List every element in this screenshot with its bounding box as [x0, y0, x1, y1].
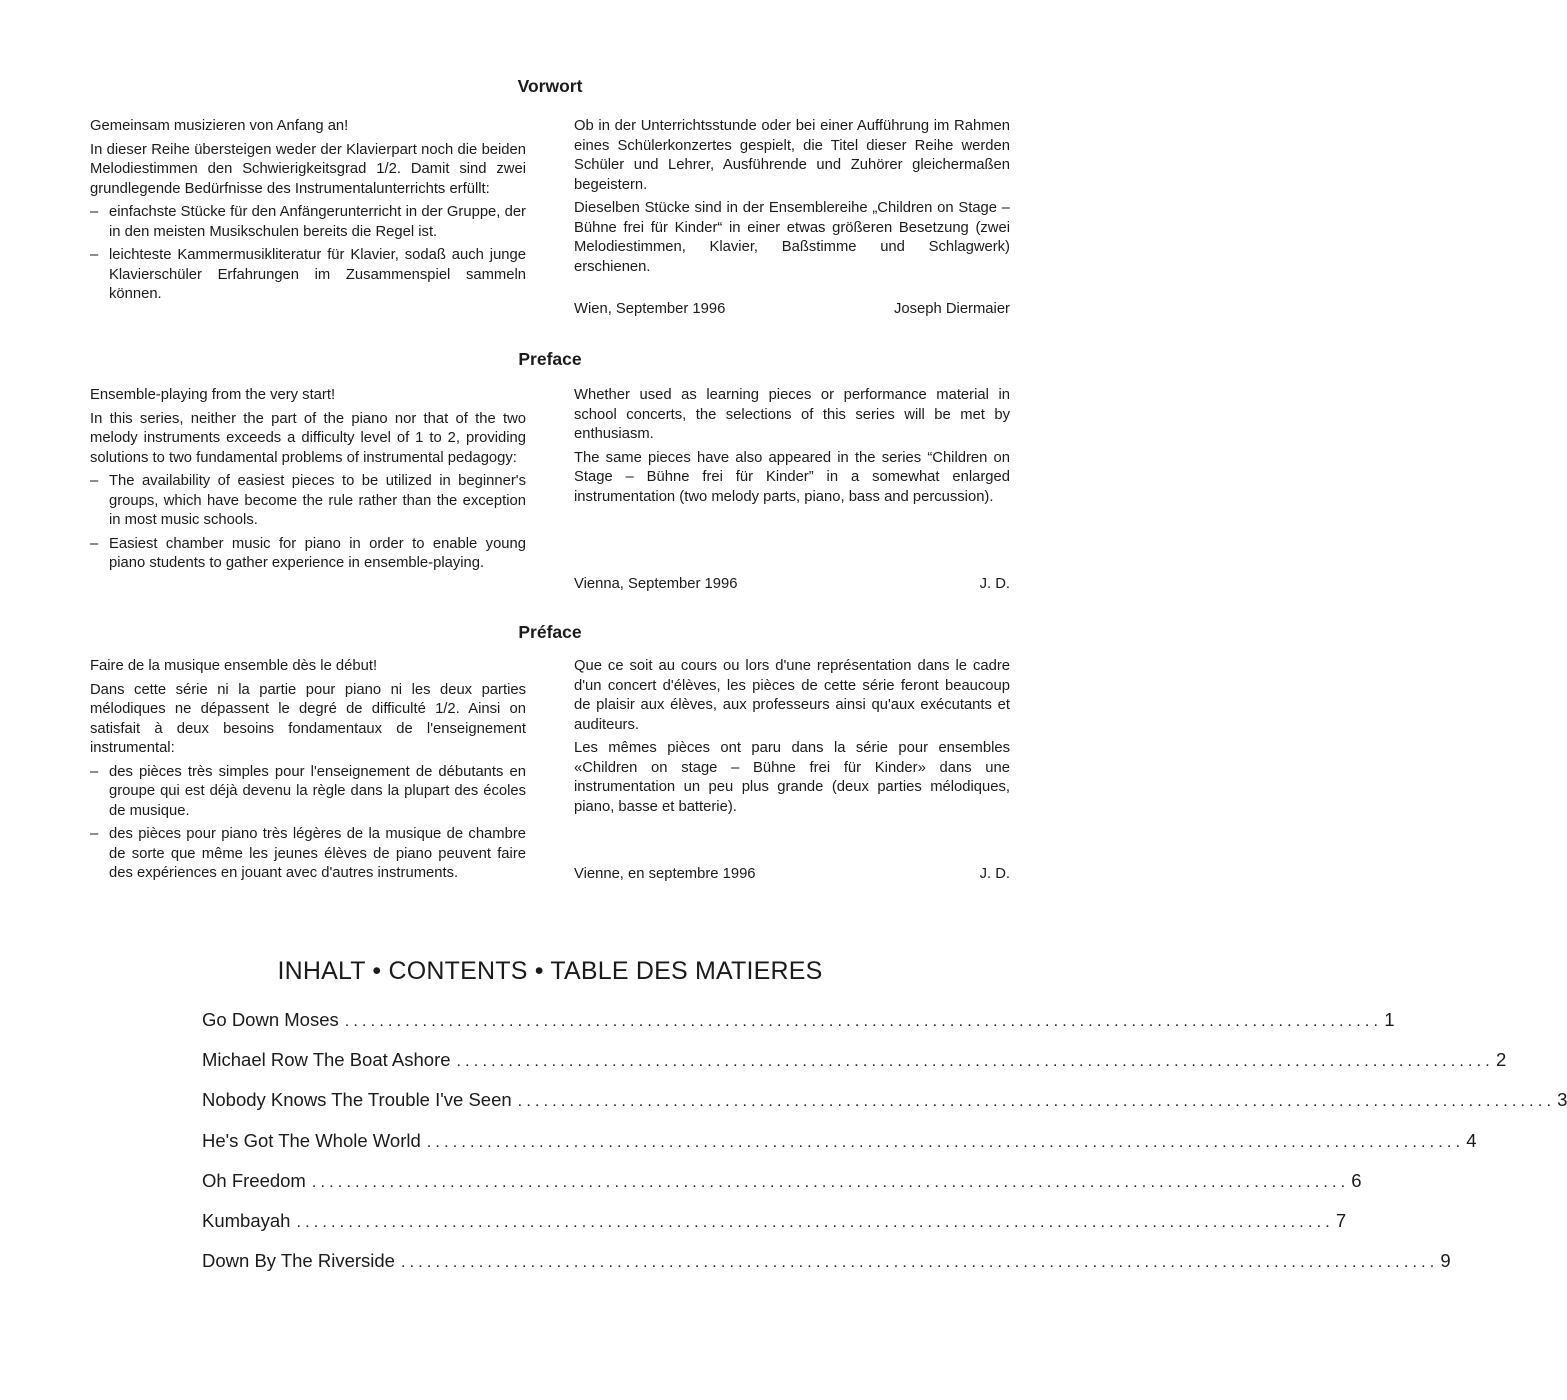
- preface-bullet-list: [90, 472, 526, 574]
- preface-fr-author: J. D.: [979, 866, 1010, 882]
- vorwort-paragraph: Ob in der Unterrichtsstunde oder bei einer Aufführung im Rahmen eines Schülerkonzertes gespielt, die Titel dieser Reihe werden Schüler und Lehrer, Ausführende und Zuhörer gleichermaßen begeistern.: [574, 118, 1010, 193]
- preface-fr-bullet-list: [90, 763, 526, 884]
- dash-bullet-icon: –: [90, 473, 99, 489]
- preface-title: Preface: [518, 349, 582, 369]
- contents-entry-page: 3: [1557, 1089, 1567, 1111]
- dot-leader: ........................................................................................................................: [311, 1173, 1350, 1191]
- preface-fr-bullet-text: des pièces très simples pour l'enseignement de débutants en groupe qui est déjà devenu la règle dans la plupart des écoles de musique.: [109, 763, 526, 819]
- preface-fr-lead: Faire de la musique ensemble dès le début!: [90, 658, 378, 674]
- preface-bullet-text: Easiest chamber music for piano in order to enable young piano students to gather experience in ensemble-playing.: [109, 535, 526, 571]
- preface-fr-right-column: [574, 657, 1010, 821]
- vorwort-bullet-list: [90, 203, 526, 305]
- contents-entry: [202, 1127, 1477, 1167]
- preface-fr-title: Préface: [518, 622, 582, 642]
- vorwort-left-column: [90, 117, 526, 309]
- vorwort-title: Vorwort: [517, 76, 583, 96]
- preface-bullet-text: The availability of easiest pieces to be utilized in beginner's groups, which have become the rule rather than the exception in most music schools.: [109, 473, 526, 528]
- contents-heading: INHALT • CONTENTS • TABLE DES MATIERES: [277, 957, 823, 985]
- dash-bullet-icon: –: [90, 826, 99, 842]
- contents-entry-page: 9: [1440, 1250, 1451, 1272]
- dot-leader: ........................................................................................................................: [517, 1093, 1556, 1111]
- dot-leader: ........................................................................................................................: [426, 1133, 1465, 1151]
- contents-entry: [202, 1247, 1451, 1287]
- vorwort-paragraph: Dieselben Stücke sind in der Ensemblereihe „Children on Stage – Bühne frei für Kinder“ in einer etwas größeren Besetzung (zwei Melodiestimmen, Klavier, Baßstimme und Schlagwerk) erschienen.: [574, 200, 1010, 275]
- contents-entry-title: Kumbayah: [202, 1209, 291, 1231]
- preface-fr-bullet-text: des pièces pour piano très légères de la musique de chambre de sorte que même les jeunes élèves de piano peuvent faire des expériences en jouant avec d'autres instruments.: [109, 826, 526, 881]
- preface-signature: [574, 575, 1010, 595]
- preface-paragraph: In this series, neither the part of the piano nor that of the two melody instruments exceeds a difficulty level of 1 to 2, providing solutions to two fundamental problems of instrumental pedagogy:: [90, 410, 526, 466]
- contents-entry: [202, 1167, 1362, 1207]
- contents-entry-page: 7: [1335, 1209, 1347, 1231]
- preface-paragraph: The same pieces have also appeared in the series “Children on Stage – Bühne frei für Kinder” in a somewhat enlarged instrumentation (two melody parts, piano, bass and percussion).: [574, 449, 1010, 505]
- dot-leader: ........................................................................................................................: [296, 1213, 1334, 1231]
- contents-entry-page: 2: [1495, 1049, 1507, 1071]
- dash-bullet-icon: –: [90, 247, 99, 263]
- vorwort-bullet-item: [90, 246, 526, 305]
- vorwort-signature: [574, 300, 1010, 320]
- dot-leader: ........................................................................................................................: [344, 1013, 1383, 1030]
- contents-entry: [202, 1006, 1395, 1046]
- vorwort-paragraph: In dieser Reihe übersteigen weder der Klavierpart noch die beiden Melodiestimmen den Schwierigkeitsgrad 1/2. Damit sind zwei grundlegende Bedürfnisse des Instrumentalunterrichts erfüllt:: [90, 141, 526, 197]
- dot-leader: ........................................................................................................................: [456, 1053, 1494, 1071]
- dash-bullet-icon: –: [90, 763, 99, 780]
- vorwort-lead: Gemeinsam musizieren von Anfang an!: [90, 118, 349, 134]
- preface-place-date: Vienna, September 1996: [574, 576, 738, 592]
- contents-list: [202, 1006, 1567, 1287]
- contents-entry: [202, 1046, 1507, 1086]
- dash-bullet-icon: –: [90, 535, 99, 552]
- preface-fr-signature: [574, 865, 1010, 885]
- preface-fr-paragraph: Les mêmes pièces ont paru dans la série pour ensembles «Children on stage – Bühne frei für Kinder» dans une instrumentation un peu plus grande (deux parties mélodiques, piano, basse et batterie).: [574, 740, 1010, 815]
- preface-lead: Ensemble-playing from the very start!: [90, 387, 336, 403]
- vorwort-place-date: Wien, September 1996: [574, 301, 726, 317]
- dot-leader: ........................................................................................................................: [400, 1254, 1439, 1272]
- preface-bullet-item: [90, 535, 526, 574]
- preface-fr-paragraph: Dans cette série ni la partie pour piano ni les deux parties mélodiques ne dépassent le degré de difficulté 1/2. Ainsi on satisfait à deux besoins fondamentaux de l'enseignement instrumental:: [90, 681, 526, 756]
- preface-fr-bullet-item: [90, 825, 526, 884]
- preface-fr-paragraph: Que ce soit au cours ou lors d'une représentation dans le cadre d'un concert d'élèves, les pièces de cette série feront beaucoup de plaisir aux élèves, aux professeurs ainsi qu'aux exécutants et auditeurs.: [574, 658, 1010, 733]
- contents-entry: [202, 1207, 1347, 1247]
- preface-left-column: [90, 386, 526, 578]
- preface-fr-left-column: [90, 657, 526, 888]
- contents-entry-title: Michael Row The Boat Ashore: [202, 1049, 451, 1071]
- vorwort-bullet-text: leichteste Kammermusikliteratur für Klavier, sodaß auch junge Klavierschüler Erfahrungen im Zusammenspiel sammeln können.: [109, 247, 526, 302]
- contents-entry-page: 6: [1351, 1169, 1362, 1191]
- vorwort-bullet-text: einfachste Stücke für den Anfängerunterricht in der Gruppe, der in den meisten Musikschulen bereits die Regel ist.: [109, 204, 526, 240]
- contents-entry-title: Oh Freedom: [202, 1169, 306, 1191]
- vorwort-right-column: [574, 117, 1010, 281]
- contents-entry-page: 1: [1384, 1009, 1395, 1030]
- contents-entry-title: Go Down Moses: [202, 1009, 339, 1030]
- dash-bullet-icon: –: [90, 204, 99, 220]
- contents-entry-title: Down By The Riverside: [202, 1250, 395, 1272]
- contents-entry-title: He's Got The Whole World: [202, 1129, 421, 1151]
- vorwort-author: Joseph Diermaier: [894, 301, 1010, 317]
- preface-paragraph: Whether used as learning pieces or performance material in school concerts, the selections of this series will be met by enthusiasm.: [574, 387, 1010, 442]
- preface-fr-place-date: Vienne, en septembre 1996: [574, 866, 756, 882]
- contents-entry: [202, 1086, 1567, 1126]
- preface-bullet-item: [90, 472, 526, 531]
- preface-right-column: [574, 386, 1010, 511]
- vorwort-bullet-item: [90, 203, 526, 242]
- contents-entry-page: 4: [1466, 1129, 1477, 1151]
- contents-entry-title: Nobody Knows The Trouble I've Seen: [202, 1089, 512, 1111]
- preface-fr-bullet-item: [90, 763, 526, 822]
- preface-author: J. D.: [979, 576, 1010, 592]
